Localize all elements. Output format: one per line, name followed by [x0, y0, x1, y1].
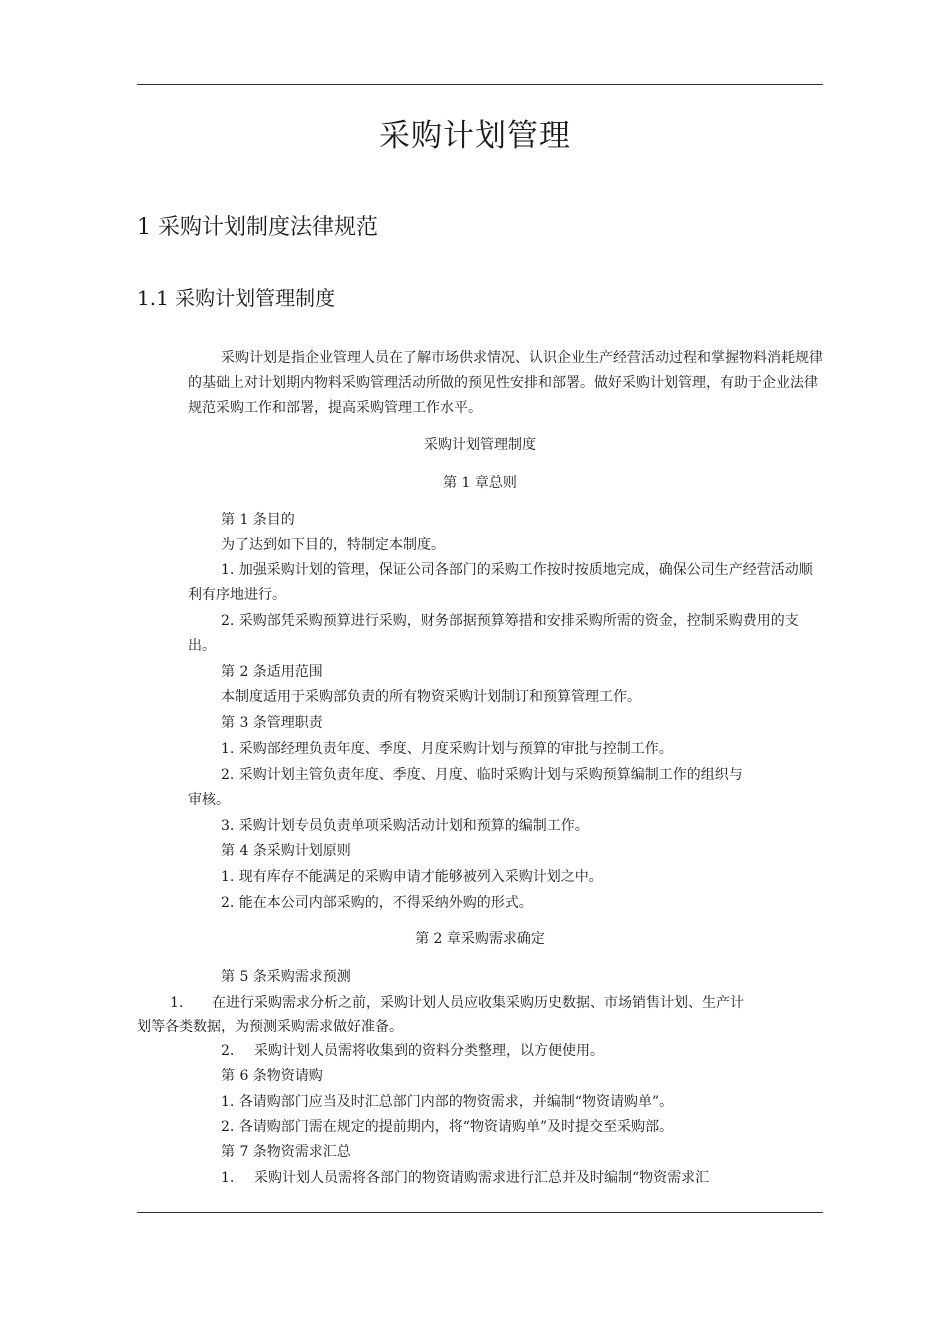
article-5-heading: 第 5 条采购需求预测	[221, 969, 351, 985]
article-3-item-2-cont: 审核。	[188, 792, 230, 808]
article-6-heading: 第 6 条物资请购	[221, 1068, 323, 1084]
article-1-item-2: 2. 采购部凭采购预算进行采购，财务部据预算筹措和安排采购所需的资金，控制采购费用的支出。	[188, 613, 799, 654]
heading-1-1: 1.1 采购计划管理制度	[137, 286, 336, 310]
article-1-heading: 第 1 条目的	[221, 512, 295, 528]
article-7-item-1	[221, 1166, 709, 1191]
article-7-heading: 第 7 条物资需求汇总	[221, 1144, 351, 1160]
intro-paragraph: 采购计划是指企业管理人员在了解市场供求情况、认识企业生产经营活动过程和掌握物料消耗规律的基础上对计划期内物料采购管理活动所做的预见性安排和部署。做好采购计划管理，有助于企业法律规范采购工作和部署，提高采购管理工作水平。	[188, 350, 823, 416]
article-6-item-1: 1. 各请购部门应当及时汇总部门内部的物资需求，并编制“物资请购单”。	[221, 1094, 674, 1110]
article-2-text: 本制度适用于采购部负责的所有物资采购计划制订和预算管理工作。	[221, 689, 641, 705]
article-1-item-1: 1. 加强采购计划的管理，保证公司各部门的采购工作按时按质地完成，确保公司生产经营活动顺利有序地进行。	[188, 562, 813, 603]
article-4-heading: 第 4 条采购计划原则	[221, 843, 351, 859]
article-4-item-1: 1. 现有库存不能满足的采购申请才能够被列入采购计划之中。	[221, 869, 603, 885]
article-6-item-2: 2. 各请购部门需在规定的提前期内，将“物资请购单”及时提交至采购部。	[221, 1119, 674, 1135]
chapter-1-title: 第 1 章总则	[443, 475, 517, 491]
header-rule	[137, 84, 823, 85]
list-number: 2.	[221, 1043, 235, 1059]
article-1-lead: 为了达到如下目的，特制定本制度。	[221, 537, 445, 553]
article-3-heading: 第 3 条管理职责	[221, 715, 323, 731]
list-number: 1.	[170, 995, 184, 1011]
heading-1: 1 采购计划制度法律规范	[137, 215, 378, 240]
article-5-item-1	[170, 991, 744, 1016]
article-5-item-1-cont: 划等各类数据，为预测采购需求做好准备。	[137, 1019, 403, 1035]
article-7-item-1-text: 采购计划人员需将各部门的物资请购需求进行汇总并及时编制“物资需求汇	[254, 1170, 710, 1186]
article-4-item-2: 2. 能在本公司内部采购的，不得采纳外购的形式。	[221, 895, 533, 911]
chapter-2-title: 第 2 章采购需求确定	[415, 931, 545, 947]
article-3-item-3: 3. 采购计划专员负责单项采购活动计划和预算的编制工作。	[221, 818, 589, 834]
article-5-item-2	[221, 1039, 604, 1064]
list-number: 1.	[221, 1170, 235, 1186]
article-5-item-1-text: 在进行采购需求分析之前，采购计划人员应收集采购历史数据、市场销售计划、生产计	[212, 995, 744, 1011]
document-title: 采购计划管理	[379, 118, 571, 154]
footer-rule	[137, 1212, 823, 1213]
article-5-item-2-text: 采购计划人员需将收集到的资料分类整理，以方便使用。	[254, 1043, 604, 1059]
article-3-item-2: 2. 采购计划主管负责年度、季度、月度、临时采购计划与采购预算编制工作的组织与	[221, 767, 743, 783]
section-title: 采购计划管理制度	[424, 437, 536, 453]
article-3-item-1: 1. 采购部经理负责年度、季度、月度采购计划与预算的审批与控制工作。	[221, 741, 673, 757]
article-2-heading: 第 2 条适用范围	[221, 664, 323, 680]
